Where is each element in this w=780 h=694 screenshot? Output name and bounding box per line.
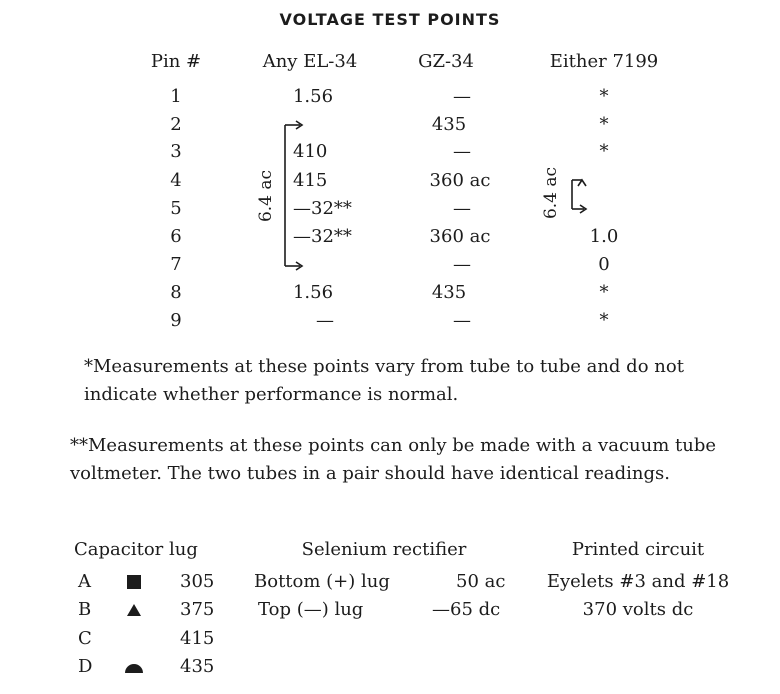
footnote-double-asterisk: **Measurements at these points can only be made with a vacuum tube voltmeter. The two tubes in a pair should have identical readings.	[70, 435, 717, 484]
capacitor-header: Capacitor lug	[74, 539, 198, 560]
el34-pin-3: 410	[293, 141, 328, 162]
el34-pin-1: 1.56	[292, 86, 334, 107]
gz34-pin-9: —	[453, 310, 471, 331]
gz34-pin-3: —	[453, 141, 471, 162]
selenium-top-label: Top (—) lug	[258, 599, 364, 620]
pin-4: 4	[170, 170, 182, 191]
gz34-pin-5: —	[453, 198, 471, 219]
el34-bracket-label: 6.4 ac	[256, 169, 276, 223]
el34-pin-8: 1.56	[292, 282, 334, 303]
pin-6: 6	[170, 226, 182, 247]
t7199-pin-7: 0	[598, 254, 610, 275]
pin-3: 3	[170, 141, 182, 162]
gz34-pin-8: 435	[431, 282, 467, 303]
footnote-single-asterisk: *Measurements at these points vary from tube to tube and do not indicate whether performance is normal.	[84, 356, 684, 405]
selenium-bottom-value: 50 ac	[456, 571, 506, 592]
pin-2: 2	[170, 114, 182, 135]
t7199-pin-9: *	[599, 310, 609, 331]
pin-5: 5	[170, 198, 182, 219]
el34-pin-4: 415	[293, 170, 328, 191]
header-gz34: GZ-34	[418, 51, 474, 72]
capacitor-value-d: 435	[180, 656, 215, 677]
capacitor-letter-b: B	[78, 599, 92, 620]
selenium-bottom-label: Bottom (+) lug	[254, 571, 390, 592]
el34-pin-6: —32**	[293, 226, 352, 247]
gz34-pin-4: 360 ac	[429, 170, 491, 191]
el34-pin-9: —	[316, 310, 334, 331]
pin-7: 7	[170, 254, 182, 275]
gz34-pin-1: —	[453, 86, 471, 107]
gz34-pin-2: 435	[431, 114, 467, 135]
gz34-pin-6: 360 ac	[429, 226, 491, 247]
el34-pin-5: —32**	[293, 198, 352, 219]
pin-8: 8	[170, 282, 182, 303]
half-circle-icon	[124, 662, 144, 674]
t7199-bracket-label: 6.4 ac	[541, 166, 561, 220]
triangle-icon	[126, 603, 142, 617]
pin-1: 1	[170, 86, 182, 107]
t7199-pin-3: *	[599, 141, 609, 162]
square-icon	[126, 574, 142, 590]
printed-circuit-header: Printed circuit	[571, 539, 705, 560]
header-el34: Any EL-34	[262, 51, 358, 72]
header-pin: Pin #	[150, 51, 202, 72]
capacitor-letter-d: D	[78, 656, 93, 677]
selenium-header: Selenium rectifier	[301, 539, 467, 560]
header-7199: Either 7199	[549, 51, 659, 72]
capacitor-value-b: 375	[180, 599, 215, 620]
t7199-pin-2: *	[599, 114, 609, 135]
t7199-pin-8: *	[599, 282, 609, 303]
capacitor-letter-c: C	[78, 628, 92, 649]
t7199-pin-1: *	[599, 86, 609, 107]
capacitor-value-a: 305	[180, 571, 215, 592]
t7199-pin-6: 1.0	[589, 226, 619, 247]
capacitor-value-c: 415	[180, 628, 215, 649]
printed-circuit-line-1: Eyelets #3 and #18	[546, 571, 730, 592]
gz34-pin-7: —	[453, 254, 471, 275]
printed-circuit-line-2: 370 volts dc	[582, 599, 694, 620]
pin-9: 9	[170, 310, 182, 331]
capacitor-letter-a: A	[78, 571, 91, 592]
selenium-top-value: —65 dc	[432, 599, 501, 620]
page-title: VOLTAGE TEST POINTS	[279, 10, 501, 29]
